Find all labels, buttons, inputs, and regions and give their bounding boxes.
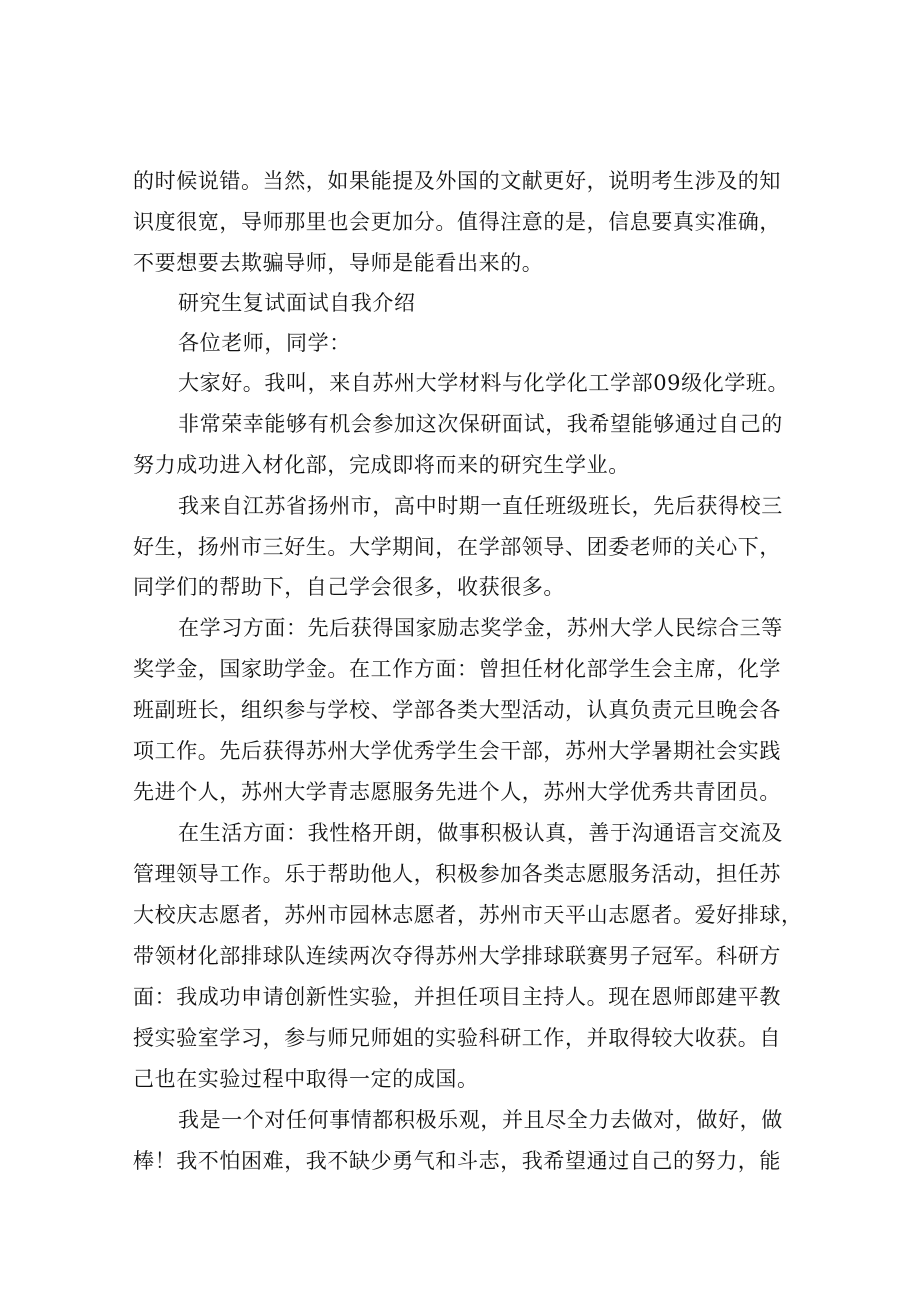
text-line: 不要想要去欺骗导师，导师是能看出来的。 <box>133 251 544 275</box>
text-line: 奖学金，国家助学金。在工作方面：曾担任材化部学生会主席，化学 <box>133 657 781 681</box>
text-line: 授实验室学习，参与师兄师姐的实验科研工作，并取得较大收获。自 <box>133 1026 781 1050</box>
text-line: 大校庆志愿者，苏州市园林志愿者，苏州市天平山志愿者。爱好排球， <box>133 903 803 927</box>
salutation: 各位老师，同学： <box>178 331 351 355</box>
text-line: 大家好。我叫，来自苏州大学材料与化学化工学部09级化学班。 <box>178 371 790 395</box>
text-line: 项工作。先后获得苏州大学优秀学生会干部，苏州大学暑期社会实践 <box>133 739 781 763</box>
text-line: 非常荣幸能够有机会参加这次保研面试，我希望能够通过自己的 <box>178 412 783 436</box>
text-line: 先进个人，苏州大学青志愿服务先进个人，苏州大学优秀共青团员。 <box>133 780 781 804</box>
text-line: 班副班长，组织参与学校、学部各类大型活动，认真负责元旦晚会各 <box>133 698 781 722</box>
text-line: 管理领导工作。乐于帮助他人，积极参加各类志愿服务活动，担任苏 <box>133 862 781 886</box>
text-line: 己也在实验过程中取得一定的成国。 <box>133 1067 479 1091</box>
text-line: 同学们的帮助下，自己学会很多，收获很多。 <box>133 575 565 599</box>
text-line: 在学习方面：先后获得国家励志奖学金，苏州大学人民综合三等 <box>178 616 783 640</box>
text-line: 棒！我不怕困难，我不缺少勇气和斗志，我希望通过自己的努力，能 <box>133 1149 781 1173</box>
text-line: 好生，扬州市三好生。大学期间，在学部领导、团委老师的关心下， <box>133 535 781 559</box>
section-heading: 研究生复试面试自我介绍 <box>178 291 416 315</box>
text-line: 的时候说错。当然，如果能提及外国的文献更好，说明考生涉及的知 <box>133 169 781 193</box>
text-line: 努力成功进入材化部，完成即将而来的研究生学业。 <box>133 453 630 477</box>
text-line: 带领材化部排球队连续两次夺得苏州大学排球联赛男子冠军。科研方 <box>133 944 781 968</box>
text-line: 我是一个对任何事情都积极乐观，并且尽全力去做对，做好，做 <box>178 1108 783 1132</box>
text-line: 我来自江苏省扬州市，高中时期一直任班级班长，先后获得校三 <box>178 494 783 518</box>
text-line: 识度很宽，导师那里也会更加分。值得注意的是，信息要真实准确， <box>133 210 781 234</box>
text-line: 面：我成功申请创新性实验，并担任项目主持人。现在恩师郎建平教 <box>133 985 781 1009</box>
text-line: 在生活方面：我性格开朗，做事积极认真，善于沟通语言交流及 <box>178 821 783 845</box>
